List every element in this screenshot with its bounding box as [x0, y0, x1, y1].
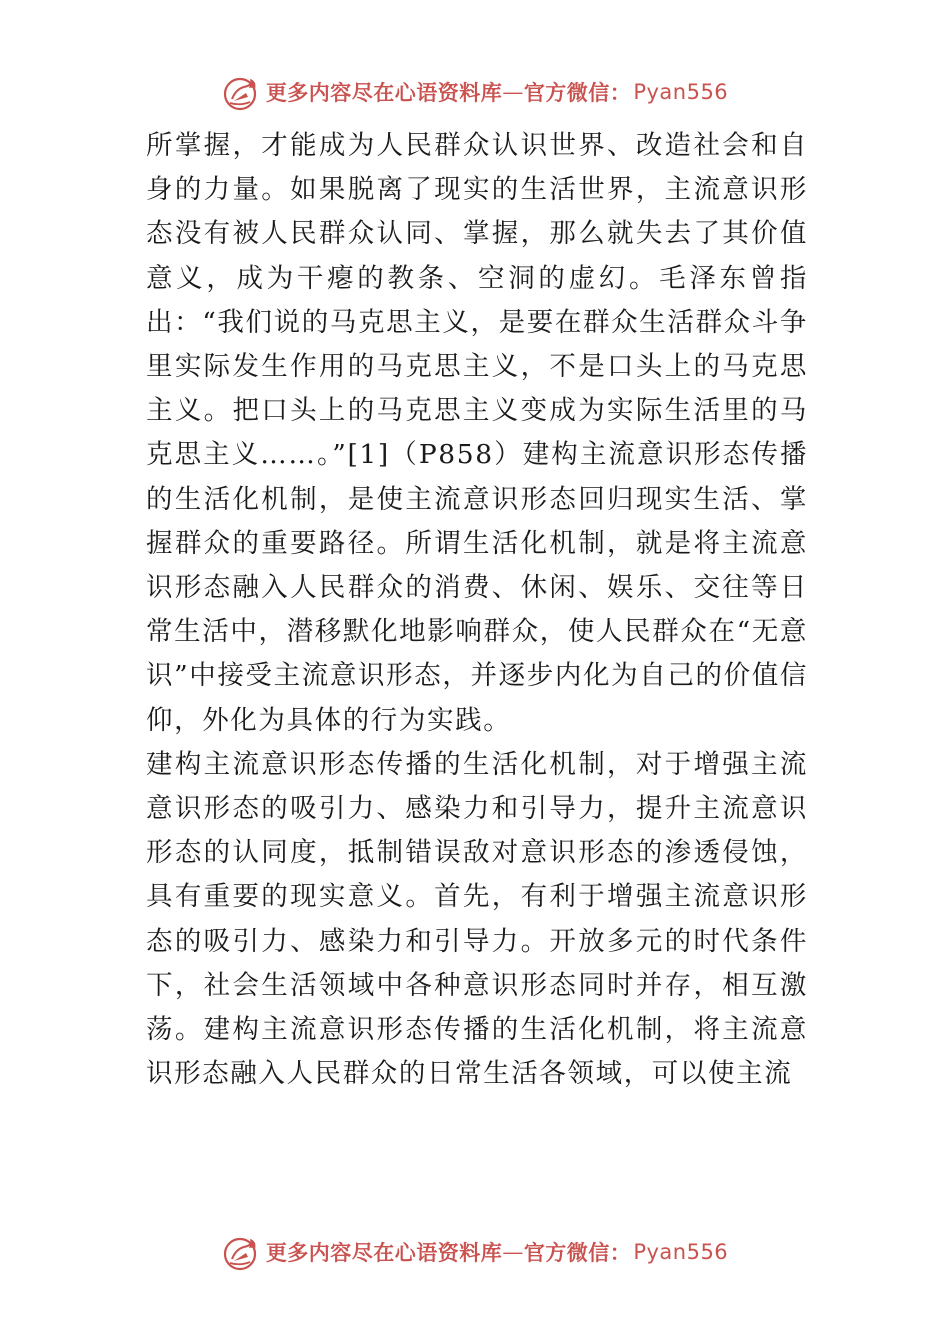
banner-wechat-label: 官方微信： [523, 1240, 632, 1265]
book-quill-logo-icon [222, 1233, 262, 1273]
footer-watermark-banner [0, 1230, 950, 1274]
banner-wechat-id: Pyan556 [633, 1240, 729, 1264]
banner-text: 更多内容尽在心语资料库 [265, 1240, 503, 1265]
paragraph: 所掌握，才能成为人民群众认识世界、改造社会和自身的力量。如果脱离了现实的生活世界，主流意识形态没有被人民群众认同、掌握，那么就失去了其价值意义，成为干瘪的教条、空洞的虚幻。毛泽东曾指出：“我们说的马克思主义，是要在群众生活群众斗争里实际发生作用的马克思主义，不是口头上的马克思主义。把口头上的马克思主义变成为实际生活里的马克思主义……。”[1]（P858）建构主流意识形态传播的生活化机制，是使主流意识形态回归现实生活、掌握群众的重要路径。所谓生活化机制，就是将主流意识形态融入人民群众的消费、休闲、娱乐、交往等日常生活中，潜移默化地影响群众，使人民群众在“无意识”中接受主流意识形态，并逐步内化为自己的价值信仰，外化为具体的行为实践。 [146, 130, 808, 736]
banner-wechat-label: 官方微信： [523, 80, 632, 105]
banner-separator: — [502, 80, 524, 104]
paragraph: 建构主流意识形态传播的生活化机制，对于增强主流意识形态的吸引力、感染力和引导力，提升主流意识形态的认同度，抵制错误敌对意识形态的渗透侵蚀，具有重要的现实意义。首先，有利于增强主流意识形态的吸引力、感染力和引导力。开放多元的时代条件下，社会生活领域中各种意识形态同时并存，相互激荡。建构主流意识形态传播的生活化机制，将主流意识形态融入人民群众的日常生活各领域，可以使主流 [146, 748, 808, 1090]
banner-separator: — [502, 1240, 524, 1264]
document-body [146, 124, 808, 1096]
book-quill-logo-icon [222, 73, 262, 113]
banner-text: 更多内容尽在心语资料库 [265, 80, 503, 105]
banner-wechat-id: Pyan556 [633, 80, 729, 104]
header-watermark-banner [0, 70, 950, 114]
